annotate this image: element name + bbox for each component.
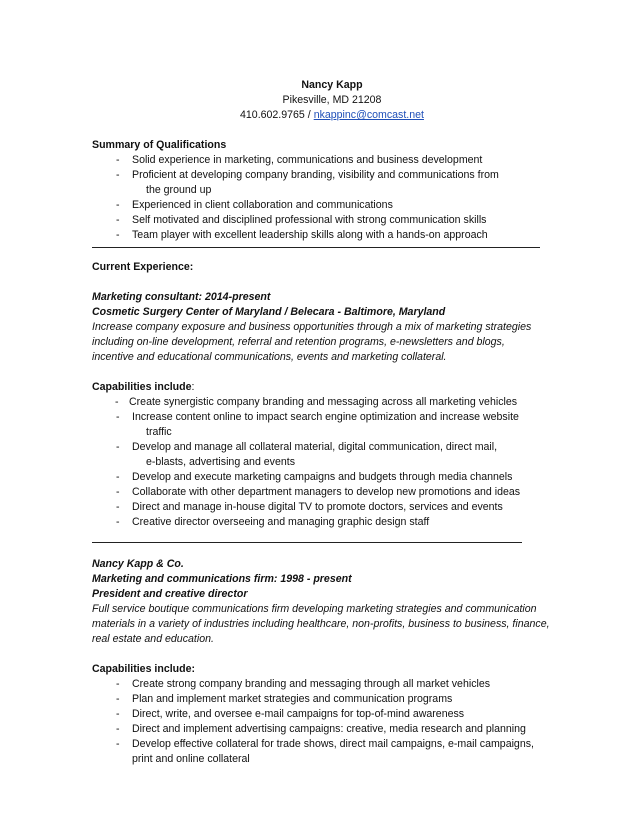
- list-item: - Increase content online to impact search engine optimization and increase website traffic: [92, 410, 552, 440]
- list-item: - Create strong company branding and messaging through all market vehicles: [92, 677, 552, 692]
- list-item: - Direct, write, and oversee e-mail campaigns for top-of-mind awareness: [92, 707, 552, 722]
- previous-capabilities-list: [92, 677, 552, 767]
- list-item: - Develop and execute marketing campaigns and budgets through media channels: [92, 470, 552, 485]
- current-role: Marketing consultant: 2014-present: [92, 291, 271, 303]
- current-company: Cosmetic Surgery Center of Maryland / Belecara - Baltimore, Maryland: [92, 306, 446, 318]
- current-capabilities-heading: Capabilities include:: [92, 381, 195, 393]
- current-capabilities-list: [92, 395, 552, 530]
- previous-title: President and creative director: [92, 588, 248, 600]
- summary-heading: Summary of Qualifications: [92, 139, 227, 151]
- section-divider: [92, 542, 522, 543]
- resume-page: [92, 78, 552, 767]
- previous-firm: Marketing and communications firm: 1998 - present: [92, 573, 352, 585]
- candidate-name: Nancy Kapp: [301, 79, 363, 91]
- contact-separator: /: [307, 109, 311, 121]
- list-item: - Develop effective collateral for trade shows, direct mail campaigns, e-mail campaigns, print and online collateral: [92, 737, 552, 767]
- list-item: - Solid experience in marketing, communications and business development: [92, 153, 552, 168]
- list-item: - Create synergistic company branding and messaging across all marketing vehicles: [92, 395, 552, 410]
- list-item: - Team player with excellent leadership skills along with a hands-on approach: [92, 228, 552, 243]
- list-item: - Proficient at developing company branding, visibility and communications from the ground up: [92, 168, 552, 198]
- list-item: - Creative director overseeing and managing graphic design staff: [92, 515, 552, 530]
- list-item: - Develop and manage all collateral material, digital communication, direct mail, e-blasts, advertising and events: [92, 440, 552, 470]
- email-link[interactable]: nkappinc@comcast.net: [313, 109, 424, 121]
- list-item: - Direct and manage in-house digital TV to promote doctors, services and events: [92, 500, 552, 515]
- summary-list: [92, 153, 552, 243]
- list-item: - Direct and implement advertising campaigns: creative, media research and planning: [92, 722, 552, 737]
- previous-company: Nancy Kapp & Co.: [92, 558, 184, 570]
- contact-line: [112, 108, 552, 123]
- current-description: Increase company exposure and business opportunities through a mix of marketing strategies including on-line development, referral and retention programs, e-newsletters and blogs, incentive and educational communications, events and marketing collateral.: [92, 321, 532, 363]
- resume-header: [112, 78, 552, 123]
- candidate-location: Pikesville, MD 21208: [282, 94, 382, 106]
- phone-number: 410.602.9765: [240, 109, 305, 121]
- section-divider: [92, 247, 540, 248]
- previous-capabilities-heading: Capabilities include:: [92, 663, 196, 675]
- list-item: - Self motivated and disciplined professional with strong communication skills: [92, 213, 552, 228]
- previous-description: Full service boutique communications firm developing marketing strategies and communication materials in a variety of industries including healthcare, non-profits, business to business, finance, real estate and education.: [92, 603, 550, 645]
- list-item: - Experienced in client collaboration and communications: [92, 198, 552, 213]
- current-experience-heading: Current Experience:: [92, 261, 194, 273]
- list-item: - Collaborate with other department managers to develop new promotions and ideas: [92, 485, 552, 500]
- list-item: - Plan and implement market strategies and communication programs: [92, 692, 552, 707]
